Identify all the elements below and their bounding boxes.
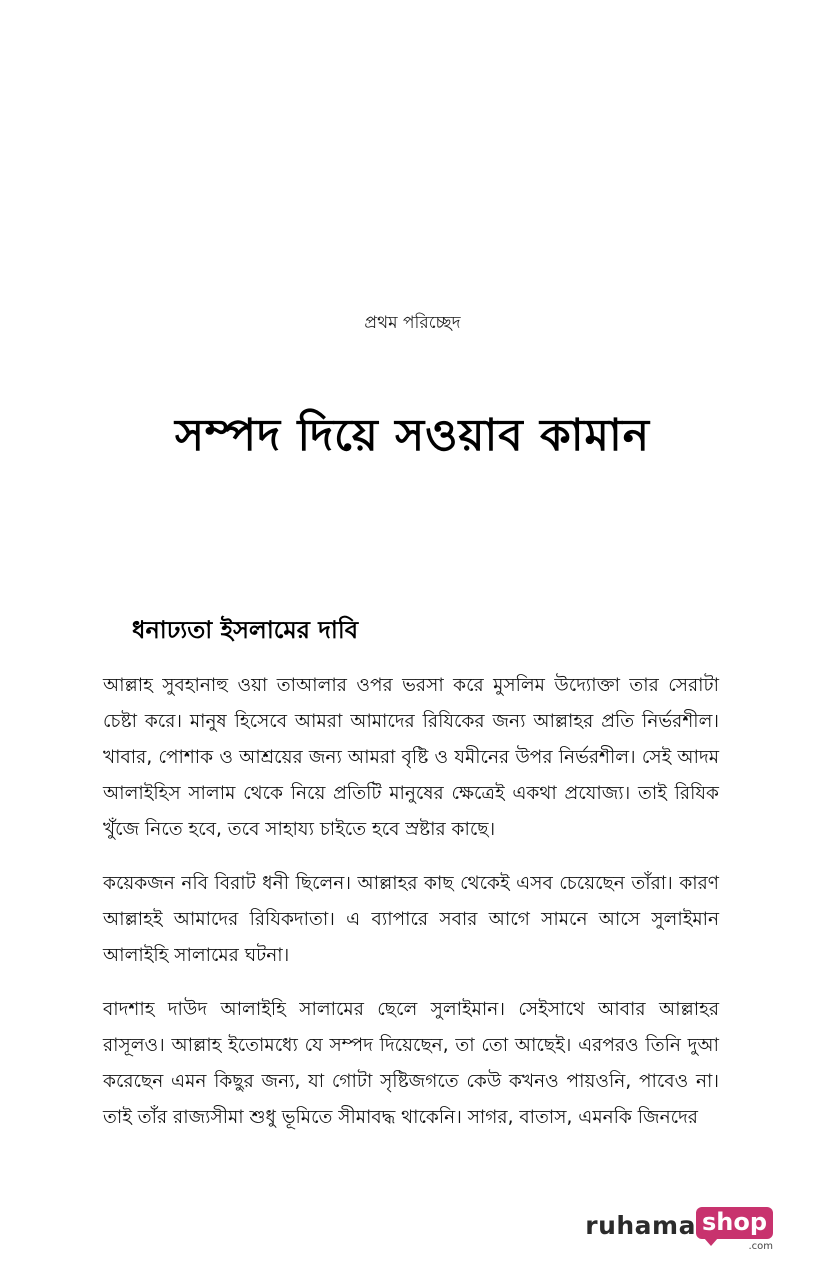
- logo-word: ruhama: [585, 1211, 696, 1240]
- logo-sub: .com: [748, 1241, 773, 1252]
- chapter-title: সম্পদ দিয়ে সওয়াব কামান: [174, 410, 651, 461]
- logo-badge-wrap: [696, 1207, 773, 1253]
- chapter-label: প্রথম পরিচ্ছেদ: [364, 313, 461, 333]
- logo-badge: shop: [696, 1207, 773, 1239]
- paragraph-2: কয়েকজন নবি বিরাট ধনী ছিলেন। আল্লাহর কাছ থেকেই এসব চেয়েছেন তাঁরা। কারণ আল্লাহই আমাদের রিযিকদাতা। এ ব্যাপারে সবার আগে সামনে আসে সুলাইমান আলাইহি সালামের ঘটনা।: [103, 873, 719, 966]
- paragraph-1: আল্লাহ সুবহানাহু ওয়া তাআলার ওপর ভরসা করে মুসলিম উদ্যোক্তা তার সেরাটা চেষ্টা করে। মানুষ হিসেবে আমরা আমাদের রিযিকের জন্য আল্লাহর প্রতি নির্ভরশীল। খাবার, পোশাক ও আশ্রয়ের জন্য আমরা বৃষ্টি ও যমীনের উপর নির্ভরশীল। সেই আদম আলাইহিস সালাম থেকে নিয়ে প্রতিটি মানুষের ক্ষেত্রেই একথা প্রযোজ্য। তাই রিযিক খুঁজে নিতে হবে, তবে সাহায্য চাইতে হবে স্রষ্টার কাছে।: [103, 675, 719, 840]
- body-text: [103, 668, 719, 1154]
- ruhamashop-logo: [585, 1207, 773, 1253]
- section-heading: ধনাঢ্যতা ইসলামের দাবি: [132, 616, 359, 644]
- paragraph-3: বাদশাহ দাউদ আলাইহি সালামের ছেলে সুলাইমান। সেইসাথে আবার আল্লাহর রাসূলও। আল্লাহ ইতোমধ্যে যে সম্পদ দিয়েছেন, তা তো আছেই। এরপরও তিনি দুআ করেছেন এমন কিছুর জন্য, যা গোটা সৃষ্টিজগতে কেউ কখনও পায়ওনি, পাবেও না। তাই তাঁর রাজ্যসীমা শুধু ভূমিতে সীমাবদ্ধ থাকেনি। সাগর, বাতাস, এমনকি জিনদের: [103, 999, 719, 1128]
